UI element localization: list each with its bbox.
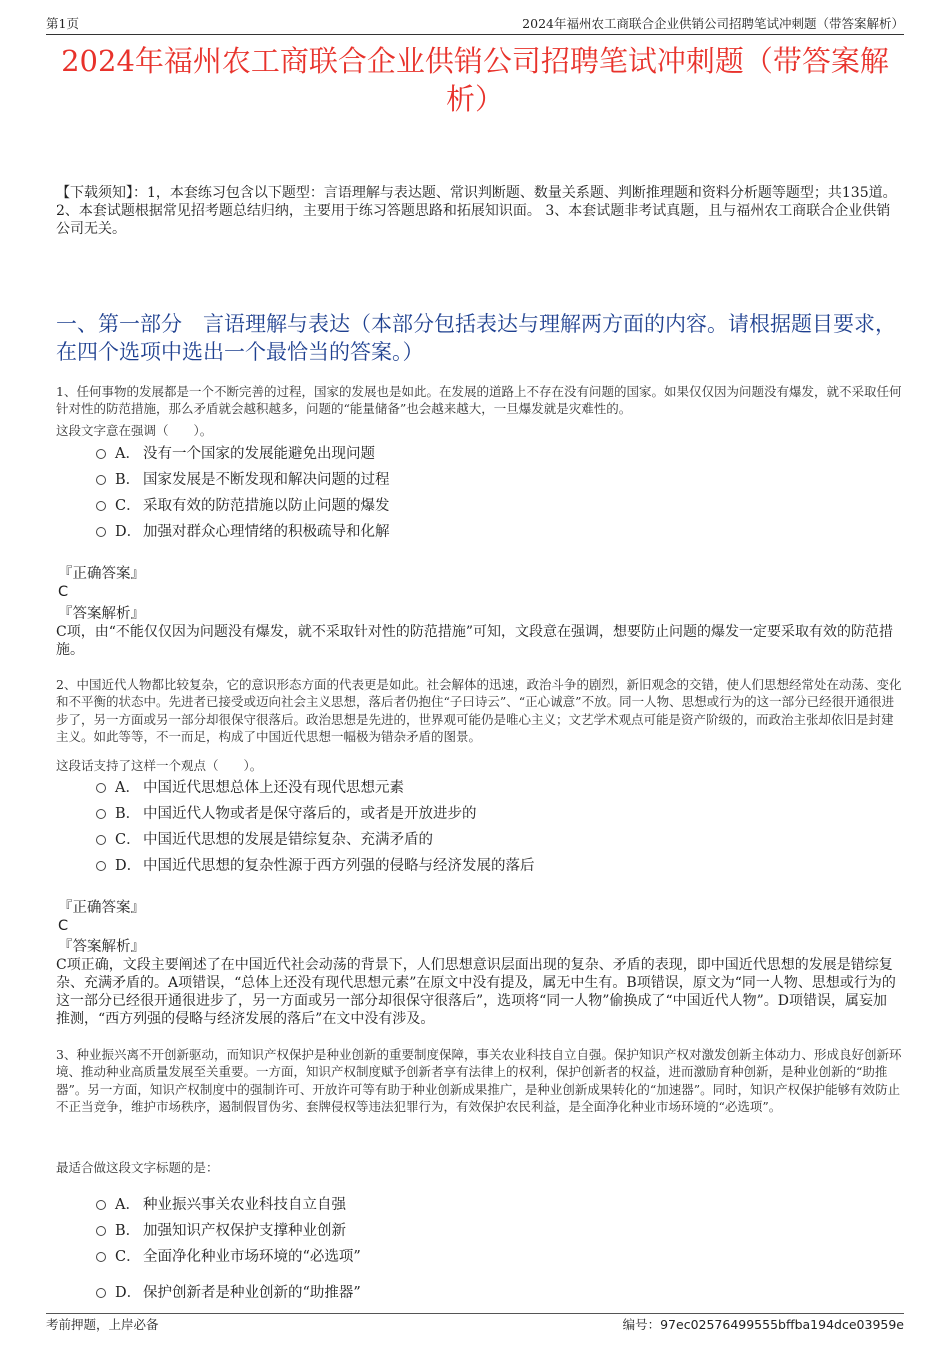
- page-number: 第1页: [46, 16, 79, 31]
- question-1-stem: 1、任何事物的发展都是一个不断完善的过程，国家的发展也是如此。在发展的道路上不存在没有问题的国家。如果仅仅因为问题没有爆发，就不采取任何针对性的防范措施，那么矛盾就会越积越多，问题的“能量储备”也会越来越大，一旦爆发就是灾难性的。: [56, 384, 902, 417]
- question-1-analysis-label: 『答案解析』: [58, 606, 145, 622]
- radio-icon[interactable]: [96, 1200, 106, 1210]
- question-1-option-a[interactable]: A． 没有一个国家的发展能避免出现问题: [96, 445, 375, 463]
- question-1-analysis: C项，由“不能仅仅因为问题没有爆发，就不采取针对性的防范措施”可知，文段意在强调，想要防止问题的爆发一定要采取有效的防范措施。: [56, 624, 894, 658]
- question-3-prompt: 最适合做这段文字标题的是：: [56, 1160, 219, 1175]
- question-3-option-b[interactable]: B． 加强知识产权保护支撑种业创新: [96, 1222, 346, 1240]
- radio-icon[interactable]: [96, 527, 106, 537]
- question-1-answer: C: [58, 584, 69, 600]
- question-1-option-b[interactable]: B． 国家发展是不断发现和解决问题的过程: [96, 471, 390, 489]
- question-2-answer: C: [58, 918, 69, 934]
- footer-code: 编号：97ec02576499555bffba194dce03959e: [622, 1317, 904, 1332]
- radio-icon[interactable]: [96, 449, 106, 459]
- header-doc-title: 2024年福州农工商联合企业供销公司招聘笔试冲刺题（带答案解析）: [522, 16, 904, 31]
- question-2-analysis-label: 『答案解析』: [58, 939, 145, 955]
- radio-icon[interactable]: [96, 1288, 106, 1298]
- page-footer: [46, 1313, 904, 1332]
- question-1-prompt: 这段文字意在强调（ ）。: [56, 423, 213, 438]
- radio-icon[interactable]: [96, 1252, 106, 1262]
- radio-icon[interactable]: [96, 783, 106, 793]
- question-2-option-d[interactable]: D． 中国近代思想的复杂性源于西方列强的侵略与经济发展的落后: [96, 857, 535, 875]
- question-3-option-c[interactable]: C． 全面净化种业市场环境的“必选项”: [96, 1248, 361, 1266]
- question-2-prompt: 这段话支持了这样一个观点（ ）。: [56, 758, 263, 773]
- radio-icon[interactable]: [96, 809, 106, 819]
- question-2-option-b[interactable]: B． 中国近代人物或者是保守落后的，或者是开放进步的: [96, 805, 477, 823]
- question-1-option-c[interactable]: C． 采取有效的防范措施以防止问题的爆发: [96, 497, 390, 515]
- radio-icon[interactable]: [96, 475, 106, 485]
- question-1-option-d[interactable]: D． 加强对群众心理情绪的积极疏导和化解: [96, 523, 390, 541]
- question-3-stem: 3、种业振兴离不开创新驱动，而知识产权保护是种业创新的重要制度保障，事关农业科技自立自强。保护知识产权对激发创新主体动力、形成良好创新环境、推动种业高质量发展至关重要。一方面，知识产权制度赋予创新者享有法律上的权利，保护创新者的权益，进而激励育种创新，是种业创新的“助推器”。另一方面，知识产权制度中的强制许可、开放许可等有助于种业创新成果推广，是种业创新成果转化的“加速器”。同时，知识产权保护能够有效防止不正当竞争，维护市场秩序，遏制假冒伪劣、套牌侵权等违法犯罪行为，有效保护农民利益，是全面净化种业市场环境的“必选项”。: [56, 1047, 902, 1114]
- page-header: [46, 16, 904, 35]
- question-2-option-a[interactable]: A． 中国近代思想总体上还没有现代思想元素: [96, 779, 404, 797]
- question-1-answer-label: 『正确答案』: [58, 566, 145, 582]
- footer-slogan: 考前押题，上岸必备: [46, 1317, 159, 1332]
- question-2-analysis: C项正确，文段主要阐述了在中国近代社会动荡的背景下，人们思想意识层面出现的复杂、矛盾的表现，即中国近代思想的发展是错综复杂、充满矛盾的。A项错误，“总体上还没有现代思想元素”在原文中没有提及，属无中生有。B项错误，原文为“同一人物、思想或行为的这一部分已经很开通很进步了，另一方面或另一部分却很保守很落后”，选项将“同一人物”偷换成了“中国近代人物”。D项错误，属妄加推测，“西方列强的侵略与经济发展的落后”在文中没有涉及。: [56, 957, 896, 1027]
- radio-icon[interactable]: [96, 835, 106, 845]
- question-2-stem: 2、中国近代人物都比较复杂，它的意识形态方面的代表更是如此。社会解体的迅速，政治斗争的剧烈，新旧观念的交错，使人们思想经常处在动荡、变化和不平衡的状态中。先进者已接受或迈向社会主义思想，落后者仍抱住“子曰诗云”、“正心诚意”不放。同一人物、思想或行为的这一部分已经很开通很进步了，另一方面或另一部分却很保守很落后。政治思想是先进的，世界观可能仍是唯心主义；文艺学术观点可能是资产阶级的，而政治主张却依旧是封建主义。如此等等，不一而足，构成了中国近代思想一幅极为错杂矛盾的图景。: [56, 677, 902, 744]
- radio-icon[interactable]: [96, 1226, 106, 1236]
- radio-icon[interactable]: [96, 501, 106, 511]
- document-title: 2024年福州农工商联合企业供销公司招聘笔试冲刺题（带答案解析）: [61, 44, 889, 116]
- question-2-option-c[interactable]: C． 中国近代思想的发展是错综复杂、充满矛盾的: [96, 831, 433, 849]
- section-title: 一、第一部分 言语理解与表达（本部分包括表达与理解两方面的内容。请根据题目要求，在四个选项中选出一个最恰当的答案。）: [56, 312, 896, 364]
- download-notice: 【下载须知】：1，本套练习包含以下题型：言语理解与表达题、常识判断题、数量关系题、判断推理题和资料分析题等题型；共135道。 2、本套试题根据常见招考题总结归纳，主要用于练习答题思路和拓展知识面。 3、本套试题非考试真题，且与福州农工商联合企业供销公司无关。: [56, 185, 897, 237]
- question-3-option-d[interactable]: D． 保护创新者是种业创新的“助推器”: [96, 1284, 361, 1302]
- question-3-option-a[interactable]: A． 种业振兴事关农业科技自立自强: [96, 1196, 346, 1214]
- radio-icon[interactable]: [96, 861, 106, 871]
- question-2-answer-label: 『正确答案』: [58, 900, 145, 916]
